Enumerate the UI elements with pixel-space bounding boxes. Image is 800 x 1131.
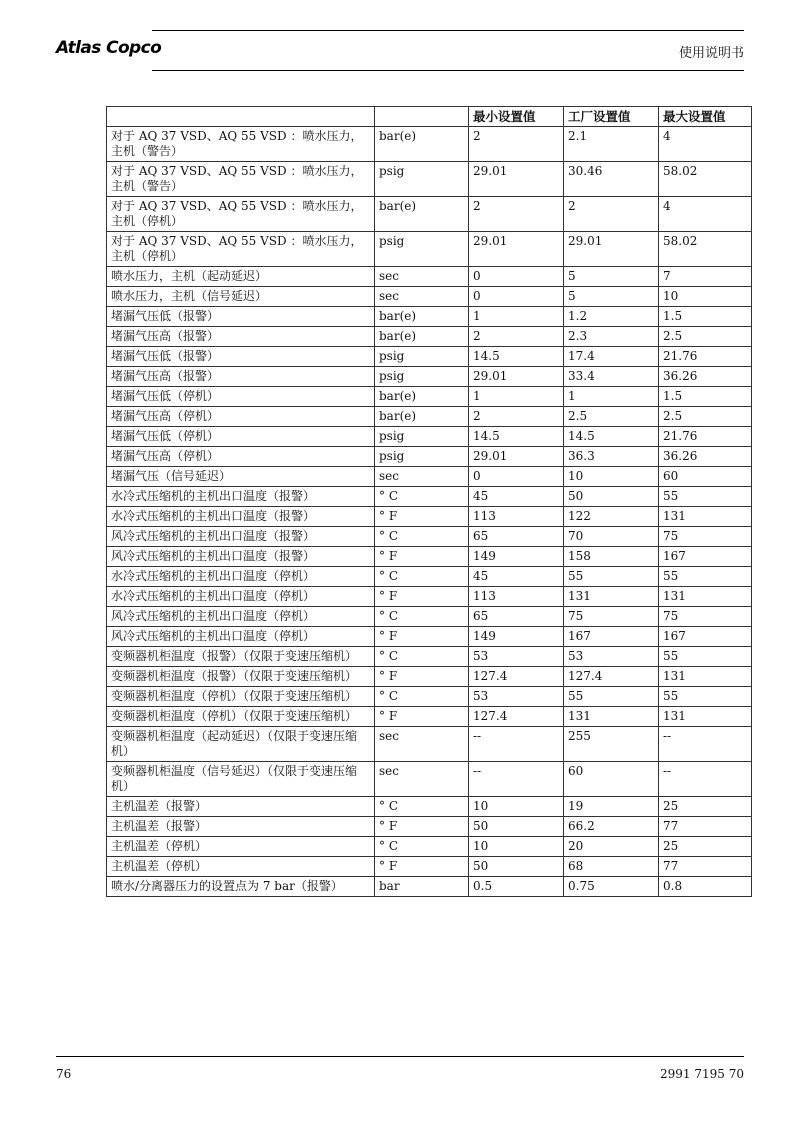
table-row <box>107 287 752 307</box>
table-row <box>107 837 752 857</box>
max-value-cell: 55 <box>659 567 752 587</box>
unit-cell: ° F <box>375 547 469 567</box>
min-value-cell: 14.5 <box>469 427 564 447</box>
max-value-cell: 2.5 <box>659 407 752 427</box>
parameter-cell: 喷水压力，主机（起动延迟） <box>107 267 375 287</box>
min-value-cell: 2 <box>469 197 564 232</box>
unit-cell: ° C <box>375 837 469 857</box>
min-value-cell: 113 <box>469 587 564 607</box>
unit-cell: ° C <box>375 567 469 587</box>
table-row <box>107 267 752 287</box>
max-value-cell: 36.26 <box>659 367 752 387</box>
min-value-cell: 149 <box>469 627 564 647</box>
parameter-cell: 对于 AQ 37 VSD、AQ 55 VSD ：喷水压力，主机（警告） <box>107 162 375 197</box>
max-value-cell: 75 <box>659 607 752 627</box>
factory-value-cell: 131 <box>564 587 659 607</box>
parameter-cell: 主机温差（停机） <box>107 857 375 877</box>
unit-cell: psig <box>375 347 469 367</box>
parameter-cell: 堵漏气压（信号延迟） <box>107 467 375 487</box>
factory-value-cell: 5 <box>564 287 659 307</box>
max-value-cell: 131 <box>659 667 752 687</box>
factory-value-cell: 66.2 <box>564 817 659 837</box>
parameter-cell: 水冷式压缩机的主机出口温度（停机） <box>107 587 375 607</box>
table-body <box>107 127 752 897</box>
max-value-cell: -- <box>659 762 752 797</box>
unit-cell: ° C <box>375 647 469 667</box>
table-row <box>107 547 752 567</box>
parameter-cell: 喷水压力，主机（信号延迟） <box>107 287 375 307</box>
parameter-cell: 堵漏气压高（停机） <box>107 407 375 427</box>
factory-value-cell: 50 <box>564 487 659 507</box>
max-value-cell: 167 <box>659 627 752 647</box>
unit-cell: psig <box>375 427 469 447</box>
unit-cell: bar <box>375 877 469 897</box>
min-value-cell: 1 <box>469 307 564 327</box>
min-value-cell: 65 <box>469 527 564 547</box>
unit-cell: ° C <box>375 607 469 627</box>
max-value-cell: 167 <box>659 547 752 567</box>
max-value-cell: 21.76 <box>659 427 752 447</box>
table-row <box>107 667 752 687</box>
max-value-cell: 75 <box>659 527 752 547</box>
table-row <box>107 607 752 627</box>
factory-value-cell: 53 <box>564 647 659 667</box>
parameter-cell: 风冷式压缩机的主机出口温度（报警） <box>107 547 375 567</box>
table-row <box>107 707 752 727</box>
max-value-cell: 36.26 <box>659 447 752 467</box>
min-value-cell: 1 <box>469 387 564 407</box>
unit-cell: ° C <box>375 797 469 817</box>
min-value-cell: 53 <box>469 687 564 707</box>
parameter-cell: 堵漏气压低（停机） <box>107 387 375 407</box>
factory-value-cell: 60 <box>564 762 659 797</box>
table-row <box>107 817 752 837</box>
min-value-cell: 0 <box>469 467 564 487</box>
unit-cell: ° F <box>375 507 469 527</box>
settings-table <box>106 106 752 897</box>
parameter-cell: 风冷式压缩机的主机出口温度（报警） <box>107 527 375 547</box>
atlas-copco-logo: Atlas Copco <box>56 38 162 58</box>
max-value-cell: 55 <box>659 487 752 507</box>
max-value-cell: 55 <box>659 647 752 667</box>
max-value-cell: 25 <box>659 797 752 817</box>
header-factory-setting: 工厂设置值 <box>564 107 659 127</box>
min-value-cell: 113 <box>469 507 564 527</box>
factory-value-cell: 70 <box>564 527 659 547</box>
unit-cell: bar(e) <box>375 407 469 427</box>
unit-cell: psig <box>375 447 469 467</box>
parameter-cell: 变频器机柜温度（信号延迟）（仅限于变速压缩机） <box>107 762 375 797</box>
parameter-cell: 堵漏气压低（报警） <box>107 347 375 367</box>
min-value-cell: 2 <box>469 127 564 162</box>
max-value-cell: 4 <box>659 197 752 232</box>
factory-value-cell: 10 <box>564 467 659 487</box>
parameter-cell: 变频器机柜温度（报警）（仅限于变速压缩机） <box>107 647 375 667</box>
unit-cell: sec <box>375 467 469 487</box>
parameter-cell: 堵漏气压低（报警） <box>107 307 375 327</box>
min-value-cell: 127.4 <box>469 667 564 687</box>
min-value-cell: 45 <box>469 567 564 587</box>
min-value-cell: 2 <box>469 407 564 427</box>
max-value-cell: 2.5 <box>659 327 752 347</box>
factory-value-cell: 2.1 <box>564 127 659 162</box>
unit-cell: bar(e) <box>375 327 469 347</box>
min-value-cell: 2 <box>469 327 564 347</box>
min-value-cell: 0 <box>469 267 564 287</box>
max-value-cell: 77 <box>659 817 752 837</box>
factory-value-cell: 255 <box>564 727 659 762</box>
table-row <box>107 162 752 197</box>
parameter-cell: 变频器机柜温度（停机）（仅限于变速压缩机） <box>107 687 375 707</box>
max-value-cell: 0.8 <box>659 877 752 897</box>
unit-cell: ° F <box>375 627 469 647</box>
factory-value-cell: 0.75 <box>564 877 659 897</box>
unit-cell: bar(e) <box>375 127 469 162</box>
document-title: 使用说明书 <box>678 46 744 61</box>
table-row <box>107 327 752 347</box>
min-value-cell: 50 <box>469 817 564 837</box>
unit-cell: psig <box>375 162 469 197</box>
table-row <box>107 587 752 607</box>
factory-value-cell: 1 <box>564 387 659 407</box>
max-value-cell: 55 <box>659 687 752 707</box>
table-row <box>107 527 752 547</box>
table-row <box>107 407 752 427</box>
max-value-cell: 25 <box>659 837 752 857</box>
page-number: 76 <box>56 1067 72 1081</box>
parameter-cell: 堵漏气压高（报警） <box>107 367 375 387</box>
factory-value-cell: 127.4 <box>564 667 659 687</box>
max-value-cell: 1.5 <box>659 387 752 407</box>
factory-value-cell: 5 <box>564 267 659 287</box>
min-value-cell: 127.4 <box>469 707 564 727</box>
unit-cell: sec <box>375 727 469 762</box>
min-value-cell: 29.01 <box>469 367 564 387</box>
unit-cell: ° C <box>375 487 469 507</box>
parameter-cell: 水冷式压缩机的主机出口温度（停机） <box>107 567 375 587</box>
unit-cell: bar(e) <box>375 197 469 232</box>
header-rule-top <box>152 30 744 31</box>
min-value-cell: 29.01 <box>469 232 564 267</box>
min-value-cell: 53 <box>469 647 564 667</box>
factory-value-cell: 158 <box>564 547 659 567</box>
min-value-cell: -- <box>469 727 564 762</box>
header-rule-bottom <box>152 70 744 71</box>
table-row <box>107 447 752 467</box>
max-value-cell: 1.5 <box>659 307 752 327</box>
parameter-cell: 喷水/分离器压力的设置点为 7 bar（报警） <box>107 877 375 897</box>
min-value-cell: 10 <box>469 797 564 817</box>
unit-cell: ° F <box>375 587 469 607</box>
factory-value-cell: 2.3 <box>564 327 659 347</box>
table-row <box>107 727 752 762</box>
max-value-cell: 58.02 <box>659 232 752 267</box>
table-row <box>107 467 752 487</box>
table-row <box>107 857 752 877</box>
factory-value-cell: 29.01 <box>564 232 659 267</box>
unit-cell: ° F <box>375 817 469 837</box>
factory-value-cell: 19 <box>564 797 659 817</box>
table-row <box>107 127 752 162</box>
parameter-cell: 主机温差（停机） <box>107 837 375 857</box>
factory-value-cell: 2 <box>564 197 659 232</box>
parameter-cell: 风冷式压缩机的主机出口温度（停机） <box>107 607 375 627</box>
table-row <box>107 307 752 327</box>
table-row <box>107 797 752 817</box>
parameter-cell: 对于 AQ 37 VSD、AQ 55 VSD ：喷水压力，主机（停机） <box>107 197 375 232</box>
factory-value-cell: 68 <box>564 857 659 877</box>
parameter-cell: 变频器机柜温度（停机）（仅限于变速压缩机） <box>107 707 375 727</box>
max-value-cell: 7 <box>659 267 752 287</box>
unit-cell: bar(e) <box>375 307 469 327</box>
unit-cell: ° C <box>375 527 469 547</box>
max-value-cell: 4 <box>659 127 752 162</box>
parameter-cell: 对于 AQ 37 VSD、AQ 55 VSD ：喷水压力，主机（停机） <box>107 232 375 267</box>
factory-value-cell: 20 <box>564 837 659 857</box>
min-value-cell: 0.5 <box>469 877 564 897</box>
table-row <box>107 687 752 707</box>
table-row <box>107 487 752 507</box>
header-unit <box>375 107 469 127</box>
table-row <box>107 367 752 387</box>
max-value-cell: 131 <box>659 587 752 607</box>
factory-value-cell: 36.3 <box>564 447 659 467</box>
table-row <box>107 762 752 797</box>
parameter-cell: 主机温差（报警） <box>107 797 375 817</box>
max-value-cell: 131 <box>659 507 752 527</box>
min-value-cell: 149 <box>469 547 564 567</box>
footer-rule <box>56 1056 744 1057</box>
header-max-setting: 最大设置值 <box>659 107 752 127</box>
factory-value-cell: 30.46 <box>564 162 659 197</box>
unit-cell: psig <box>375 232 469 267</box>
factory-value-cell: 167 <box>564 627 659 647</box>
table-row <box>107 647 752 667</box>
table-row <box>107 567 752 587</box>
factory-value-cell: 55 <box>564 687 659 707</box>
min-value-cell: 14.5 <box>469 347 564 367</box>
parameter-cell: 堵漏气压高（停机） <box>107 447 375 467</box>
min-value-cell: 29.01 <box>469 447 564 467</box>
min-value-cell: 50 <box>469 857 564 877</box>
header-parameter <box>107 107 375 127</box>
table-row <box>107 197 752 232</box>
max-value-cell: 58.02 <box>659 162 752 197</box>
table-row <box>107 877 752 897</box>
factory-value-cell: 33.4 <box>564 367 659 387</box>
table-row <box>107 427 752 447</box>
factory-value-cell: 122 <box>564 507 659 527</box>
table-header-row <box>107 107 752 127</box>
table-row <box>107 627 752 647</box>
unit-cell: ° C <box>375 687 469 707</box>
parameter-cell: 水冷式压缩机的主机出口温度（报警） <box>107 487 375 507</box>
parameter-cell: 风冷式压缩机的主机出口温度（停机） <box>107 627 375 647</box>
header-min-setting: 最小设置值 <box>469 107 564 127</box>
factory-value-cell: 2.5 <box>564 407 659 427</box>
parameter-cell: 变频器机柜温度（起动延迟）（仅限于变速压缩机） <box>107 727 375 762</box>
factory-value-cell: 1.2 <box>564 307 659 327</box>
min-value-cell: 0 <box>469 287 564 307</box>
max-value-cell: -- <box>659 727 752 762</box>
max-value-cell: 60 <box>659 467 752 487</box>
table-row <box>107 507 752 527</box>
factory-value-cell: 55 <box>564 567 659 587</box>
unit-cell: psig <box>375 367 469 387</box>
table-row <box>107 387 752 407</box>
unit-cell: sec <box>375 762 469 797</box>
table-row <box>107 232 752 267</box>
unit-cell: bar(e) <box>375 387 469 407</box>
factory-value-cell: 75 <box>564 607 659 627</box>
unit-cell: ° F <box>375 667 469 687</box>
factory-value-cell: 14.5 <box>564 427 659 447</box>
max-value-cell: 10 <box>659 287 752 307</box>
parameter-cell: 变频器机柜温度（报警）（仅限于变速压缩机） <box>107 667 375 687</box>
min-value-cell: -- <box>469 762 564 797</box>
unit-cell: ° F <box>375 707 469 727</box>
parameter-cell: 堵漏气压低（停机） <box>107 427 375 447</box>
max-value-cell: 21.76 <box>659 347 752 367</box>
min-value-cell: 45 <box>469 487 564 507</box>
factory-value-cell: 131 <box>564 707 659 727</box>
unit-cell: sec <box>375 267 469 287</box>
max-value-cell: 77 <box>659 857 752 877</box>
parameter-cell: 水冷式压缩机的主机出口温度（报警） <box>107 507 375 527</box>
document-number: 2991 7195 70 <box>660 1067 744 1081</box>
factory-value-cell: 17.4 <box>564 347 659 367</box>
parameter-cell: 对于 AQ 37 VSD、AQ 55 VSD ：喷水压力，主机（警告） <box>107 127 375 162</box>
min-value-cell: 10 <box>469 837 564 857</box>
table-row <box>107 347 752 367</box>
unit-cell: ° F <box>375 857 469 877</box>
parameter-cell: 主机温差（报警） <box>107 817 375 837</box>
unit-cell: sec <box>375 287 469 307</box>
min-value-cell: 65 <box>469 607 564 627</box>
min-value-cell: 29.01 <box>469 162 564 197</box>
parameter-cell: 堵漏气压高（报警） <box>107 327 375 347</box>
max-value-cell: 131 <box>659 707 752 727</box>
